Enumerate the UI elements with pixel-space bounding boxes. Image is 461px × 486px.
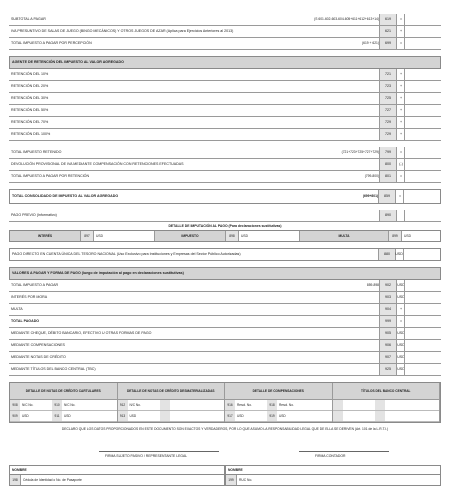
detail-field <box>385 411 417 421</box>
top-row <box>9 14 441 26</box>
retention-row <box>9 129 441 141</box>
retention-code: 729 <box>379 117 397 128</box>
payment-row <box>9 304 441 316</box>
payment-currency: + <box>399 307 403 311</box>
declaration-text: DECLARO QUE LOS DATOS PROPORCIONADOS EN ESTE DOCUMENTO SON EXACTOS Y VERDADEROS, POR LO QUE ASUMO LA RESPONSABILIDAD LEGAL QUE DE ELLA SE DERIVEN (Art. 101 de la L.R.T.I.) <box>61 427 389 431</box>
top-rows <box>9 14 441 50</box>
retention-total-label: TOTAL IMPUESTO RETENIDO <box>11 150 62 154</box>
payment-row <box>9 364 441 376</box>
detail-row[interactable] <box>10 400 117 411</box>
left-id-row[interactable] <box>9 475 225 486</box>
top-formula: (619 + 621) <box>362 41 379 45</box>
detail-row[interactable] <box>225 411 332 422</box>
imputation-strip <box>9 230 441 242</box>
retention-currency: + <box>399 120 403 124</box>
right-id-code: 199 <box>226 475 237 485</box>
consolidated-cur: = <box>398 194 402 198</box>
payment-code: 999 <box>379 316 397 327</box>
top-row <box>9 26 441 38</box>
detail-row[interactable] <box>118 411 225 422</box>
retention-total-currency: = <box>399 150 403 154</box>
retention-value[interactable] <box>404 105 441 116</box>
retention-total-row <box>9 147 441 159</box>
detail-column <box>118 383 226 422</box>
top-value[interactable] <box>404 14 441 25</box>
retention-code: 727 <box>379 105 397 116</box>
retention-currency: + <box>399 72 403 76</box>
detail-column <box>225 383 333 422</box>
prev-payment-row <box>9 210 441 222</box>
detail-field: USD <box>64 414 71 418</box>
payment-row <box>9 328 441 340</box>
payment-currency: = <box>399 319 403 323</box>
detail-column <box>333 383 441 422</box>
retention-total-value[interactable] <box>404 171 441 182</box>
payment-currency: USD <box>397 355 405 359</box>
top-label: TOTAL IMPUESTO A PAGAR POR PERCEPCIÓN <box>11 41 92 45</box>
signatures <box>9 435 441 465</box>
payment-label: INTERÉS POR MORA <box>11 295 48 299</box>
payment-currency: USD <box>397 343 405 347</box>
tax-form <box>9 14 441 486</box>
payment-code: 905 <box>379 328 397 339</box>
payment-code: 907 <box>379 352 397 363</box>
top-value[interactable] <box>404 38 441 49</box>
detail-code: 909 <box>10 411 20 421</box>
payment-value[interactable] <box>404 280 441 291</box>
detail-field: USD <box>237 414 244 418</box>
detail-field: N/C No. <box>129 403 141 407</box>
payment-code: 902 <box>379 280 397 291</box>
detail-row[interactable] <box>225 400 332 411</box>
interes-usd[interactable]: USD <box>94 231 155 241</box>
detail-code: 918 <box>267 400 277 410</box>
retention-value[interactable] <box>404 129 441 140</box>
payment-label: MULTA <box>11 307 23 311</box>
detail-code <box>333 411 343 421</box>
retention-currency: + <box>399 84 403 88</box>
detail-field <box>170 411 202 421</box>
payment-value[interactable] <box>404 352 441 363</box>
retention-row <box>9 93 441 105</box>
prev-payment-label: PAGO PREVIO (Informativo) <box>11 213 57 217</box>
payment-label: MEDIANTE COMPENSACIONES <box>11 343 65 347</box>
left-name-header: NOMBRE <box>9 465 225 475</box>
detail-field: USD <box>22 414 29 418</box>
detail-field <box>170 400 202 410</box>
right-name-header: NOMBRE <box>225 465 441 475</box>
detail-code: 910 <box>52 400 62 410</box>
top-code: 619 <box>379 14 397 25</box>
detail-column-title: DETALLE DE COMPENSACIONES <box>225 383 332 400</box>
payment-currency: USD <box>397 295 405 299</box>
payment-currency: USD <box>397 367 405 371</box>
retention-total-code: 799 <box>379 147 397 158</box>
impuesto-label: IMPUESTO <box>155 231 226 241</box>
payment-currency: USD <box>397 331 405 335</box>
detail-field: N/C No. <box>22 403 34 407</box>
left-id-code: 198 <box>10 475 21 485</box>
detail-code <box>160 411 170 421</box>
detail-row[interactable] <box>333 411 440 422</box>
retention-totals <box>9 147 441 183</box>
retention-code: 729 <box>379 129 397 140</box>
interes-code: 897 <box>81 231 94 241</box>
detail-code <box>375 400 385 410</box>
prev-payment-code: 890 <box>379 210 397 221</box>
detail-grid <box>9 382 441 423</box>
retention-value[interactable] <box>404 81 441 92</box>
payment-header: VALORES A PAGAR Y FORMA DE PAGO (luego de imputación al pago en declaraciones sustitutivas) <box>9 267 441 280</box>
retention-row <box>9 69 441 81</box>
detail-code: 917 <box>225 411 235 421</box>
retention-value[interactable] <box>404 69 441 80</box>
consolidated-row <box>9 189 441 204</box>
payment-value[interactable] <box>404 364 441 375</box>
payment-formula: 859-898 <box>366 283 379 287</box>
retention-code: 723 <box>379 81 397 92</box>
impuesto-code: 898 <box>226 231 239 241</box>
payment-code: 906 <box>379 340 397 351</box>
detail-field: USD <box>279 414 286 418</box>
retention-total-row <box>9 171 441 183</box>
retention-total-formula: (721+723+725+727+729) <box>341 150 379 154</box>
left-id-label: Cédula de Identidad o No. de Pasaporte <box>23 478 82 482</box>
payment-row <box>9 352 441 364</box>
retention-total-currency: = <box>399 174 403 178</box>
direct-payment-usd: USD <box>395 252 403 256</box>
multa-usd[interactable]: USD <box>404 234 411 238</box>
retention-currency: + <box>399 132 403 136</box>
payment-currency: USD <box>397 283 405 287</box>
retention-total-value[interactable] <box>404 147 441 158</box>
direct-payment-value[interactable] <box>403 249 440 260</box>
payment-label: TOTAL PAGADO <box>11 319 40 323</box>
imputation-title: DETALLE DE IMPUTACIÓN AL PAGO (Para declaraciones sustitutivas) <box>168 224 282 228</box>
top-currency: = <box>399 17 403 21</box>
retention-total-label: TOTAL IMPUESTO A PAGAR POR RETENCIÓN <box>11 174 90 178</box>
sign-left-line <box>99 451 219 452</box>
detail-code: 912 <box>118 400 128 410</box>
direct-payment-code: 880 <box>378 249 396 260</box>
detail-column-title: TÍTULOS DEL BANCO CENTRAL <box>333 383 440 400</box>
payment-row <box>9 316 441 328</box>
top-currency: + <box>399 29 403 33</box>
retention-code: 725 <box>379 93 397 104</box>
retention-label: RETENCIÓN DEL 20% <box>11 84 49 88</box>
retention-value[interactable] <box>404 93 441 104</box>
top-label: IVA PRESUNTIVO DE SALAS DE JUEGO (BINGO MECÁNICOS) Y OTROS JUEGOS DE AZAR (Aplica para Ejercicios Anteriores al 2013) <box>11 29 234 33</box>
retention-row <box>9 105 441 117</box>
payment-code: 903 <box>379 292 397 303</box>
detail-code: 919 <box>267 411 277 421</box>
detail-column <box>10 383 118 422</box>
retention-total-code: 800 <box>379 159 397 170</box>
payment-value[interactable] <box>404 304 441 315</box>
payment-row <box>9 340 441 352</box>
detail-code: 913 <box>118 411 128 421</box>
direct-payment-label: PAGO DIRECTO EN CUENTA ÚNICA DEL TESORO NACIONAL (Uso Exclusivo para Instituciones y Empresas del Sector Público Autorizadas) <box>12 252 241 256</box>
retention-row <box>9 117 441 129</box>
detail-field <box>385 400 417 410</box>
retention-row <box>9 81 441 93</box>
payment-label: TOTAL IMPUESTO A PAGAR <box>11 283 59 287</box>
multa-label: MULTA <box>300 231 389 241</box>
payment-label: MEDIANTE TÍTULOS DEL BANCO CENTRAL (TBC) <box>11 367 96 371</box>
retention-label: RETENCIÓN DEL 30% <box>11 96 49 100</box>
payment-label: MEDIANTE CHEQUE, DÉBITO BANCARIO, EFECTIVO U OTRAS FORMAS DE PAGO <box>11 331 152 335</box>
retention-label: RETENCIÓN DEL 100% <box>11 132 51 136</box>
retention-value[interactable] <box>404 117 441 128</box>
retention-total-label: DEVOLUCIÓN PROVISIONAL DE IVA MEDIANTE COMPENSACIÓN CON RETENCIONES EFECTUADAS <box>11 162 184 166</box>
detail-field: Resol. No. <box>237 403 252 407</box>
detail-field: USD <box>129 414 137 418</box>
payment-label: MEDIANTE NOTAS DE CRÉDITO <box>11 355 66 359</box>
payment-code: 925 <box>379 364 397 375</box>
retention-total-code: 801 <box>379 171 397 182</box>
detail-field: Resol. No. <box>279 403 294 407</box>
detail-column-title: DETALLE DE NOTAS DE CRÉDITO DESMATERIALIZADAS <box>118 383 225 400</box>
retention-label: RETENCIÓN DEL 10% <box>11 72 49 76</box>
top-label: SUBTOTAL A PAGAR <box>11 17 46 21</box>
detail-code <box>375 411 385 421</box>
retention-label: RETENCIÓN DEL 50% <box>11 108 49 112</box>
detail-code: 916 <box>225 400 235 410</box>
detail-code: 911 <box>52 411 62 421</box>
payment-rows <box>9 280 441 376</box>
retention-total-formula: (799-800) <box>364 174 379 178</box>
retention-currency: + <box>399 96 403 100</box>
payment-value[interactable] <box>404 292 441 303</box>
top-row <box>9 38 441 50</box>
payment-row <box>9 292 441 304</box>
retention-rows <box>9 69 441 141</box>
retention-total-row <box>9 159 441 171</box>
consolidated-label: TOTAL CONSOLIDADO DE IMPUESTO AL VALOR AGREGADO <box>12 194 119 198</box>
top-code: 699 <box>379 38 397 49</box>
sign-left-label: FIRMA SUJETO PASIVO / REPRESENTANTE LEGAL <box>105 454 188 458</box>
sign-right-label: FIRMA CONTADOR <box>315 454 346 458</box>
right-id-row[interactable] <box>225 475 441 486</box>
detail-field: N/C No. <box>64 403 76 407</box>
top-code: 621 <box>379 26 397 37</box>
top-currency: = <box>399 41 403 45</box>
top-value[interactable] <box>404 26 441 37</box>
payment-row <box>9 280 441 292</box>
identity-block <box>9 465 441 486</box>
payment-value[interactable] <box>404 340 441 351</box>
detail-row[interactable] <box>10 411 117 422</box>
top-formula: (S 601-602-603-604-605+611+612+613+14) <box>314 17 379 21</box>
impuesto-usd[interactable]: USD <box>239 231 300 241</box>
detail-row[interactable] <box>118 400 225 411</box>
retention-label: RETENCIÓN DEL 70% <box>11 120 49 124</box>
retention-total-currency: (-) <box>399 162 403 166</box>
retention-code: 721 <box>379 69 397 80</box>
consolidated-value[interactable] <box>403 190 440 203</box>
detail-row[interactable] <box>333 400 440 411</box>
consolidated-code: 859 <box>378 190 396 203</box>
direct-payment-row <box>9 248 441 261</box>
retention-currency: + <box>399 108 403 112</box>
payment-code: 904 <box>379 304 397 315</box>
detail-code <box>160 400 170 410</box>
retention-total-value[interactable] <box>404 159 441 170</box>
retention-header: AGENTE DE RETENCIÓN DEL IMPUESTO AL VALOR AGREGADO <box>9 56 441 69</box>
prev-payment-value[interactable] <box>404 210 441 221</box>
detail-field <box>343 400 375 410</box>
multa-code: 899 <box>389 231 402 241</box>
detail-field <box>343 411 375 421</box>
payment-value[interactable] <box>404 328 441 339</box>
consolidated-formula: (699+801) <box>362 194 378 198</box>
detail-column-title: DETALLE DE NOTAS DE CRÉDITO CARTULARES <box>10 383 117 400</box>
detail-code <box>333 400 343 410</box>
interes-label: INTERÉS <box>10 231 81 241</box>
payment-value[interactable] <box>404 316 441 327</box>
sign-right-line <box>299 451 389 452</box>
detail-code: 908 <box>10 400 20 410</box>
right-id-label: RUC No. <box>239 478 253 482</box>
